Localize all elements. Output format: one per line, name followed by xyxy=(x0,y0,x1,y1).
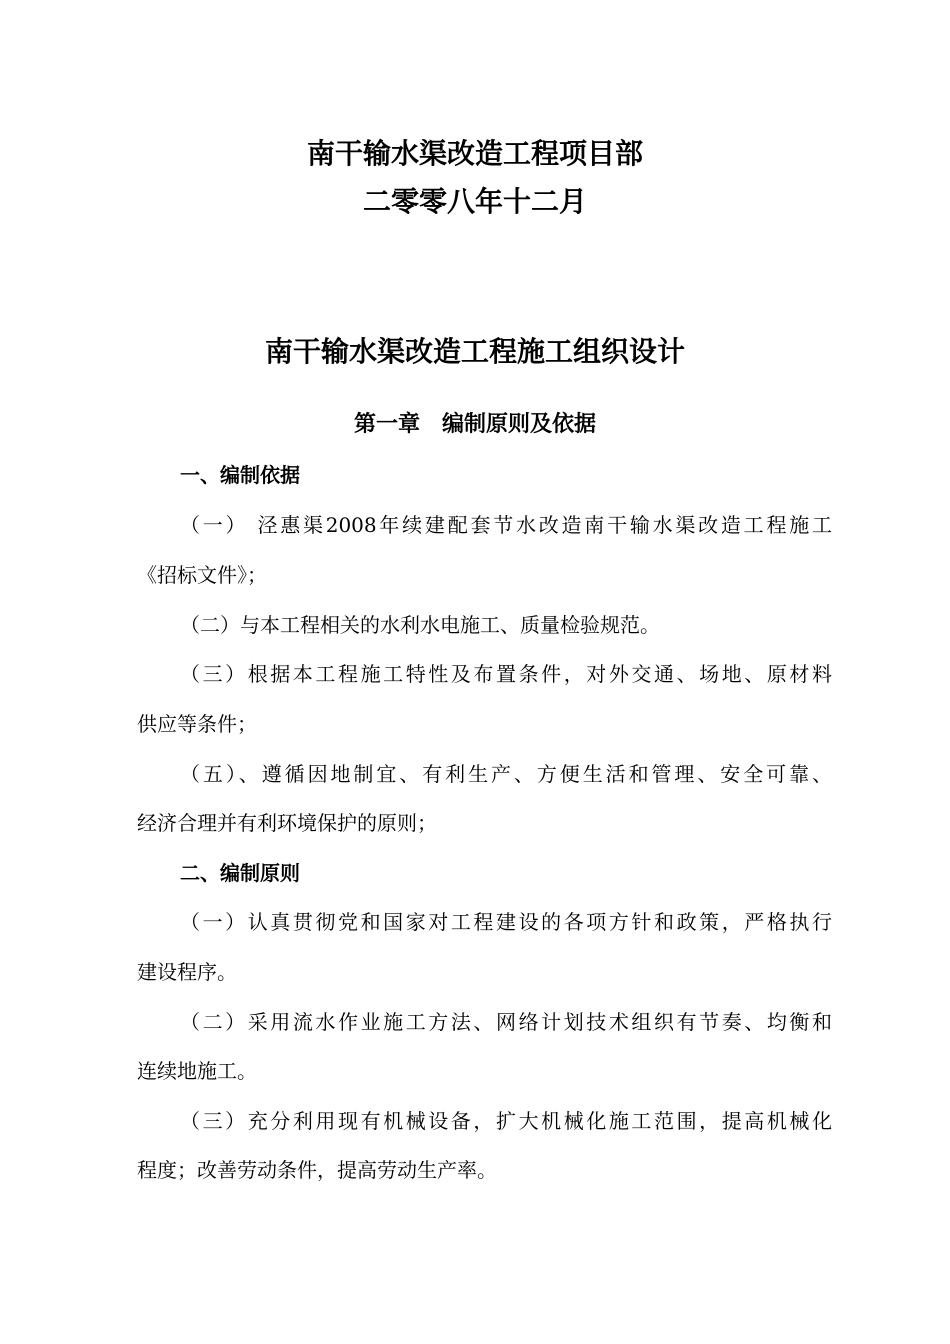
chapter-heading: 第一章 编制原则及依据 xyxy=(353,411,596,437)
paragraph-line: 程度；改善劳动条件，提高劳动生产率。 xyxy=(137,1158,497,1182)
paragraph-line: 建设程序。 xyxy=(137,960,237,984)
paragraph-line: 经济合理并有利环境保护的原则； xyxy=(137,811,437,835)
section-heading-basis: 一、编制依据 xyxy=(180,463,300,487)
organization-title: 南干输水渠改造工程项目部 xyxy=(306,137,643,170)
paragraph-line: （五）、遵循因地制宜、有利生产、方便生活和管理、安全可靠、 xyxy=(180,762,832,786)
paragraph-line: 供应等条件； xyxy=(137,712,257,736)
paragraph-line: 《招标文件》； xyxy=(137,563,267,587)
paragraph-line: （二）采用流水作业施工方法、网络计划技术组织有节奏、均衡和 xyxy=(180,1010,832,1034)
paragraph-line: （三）充分利用现有机械设备，扩大机械化施工范围，提高机械化 xyxy=(180,1109,832,1133)
document-title: 南干输水渠改造工程施工组织设计 xyxy=(264,335,685,368)
section-heading-principles: 二、编制原则 xyxy=(180,861,300,885)
paragraph-line: 连续地施工。 xyxy=(137,1059,257,1083)
paragraph-line: （一） 泾惠渠2008年续建配套节水改造南干输水渠改造工程施工 xyxy=(180,513,832,537)
paragraph-line: （一）认真贯彻党和国家对工程建设的各项方针和政策，严格执行 xyxy=(180,910,832,934)
date-title: 二零零八年十二月 xyxy=(362,185,587,218)
paragraph-line: （三）根据本工程施工特性及布置条件，对外交通、场地、原材料 xyxy=(180,662,832,686)
paragraph-line: （二）与本工程相关的水利水电施工、质量检验规范。 xyxy=(180,613,660,637)
